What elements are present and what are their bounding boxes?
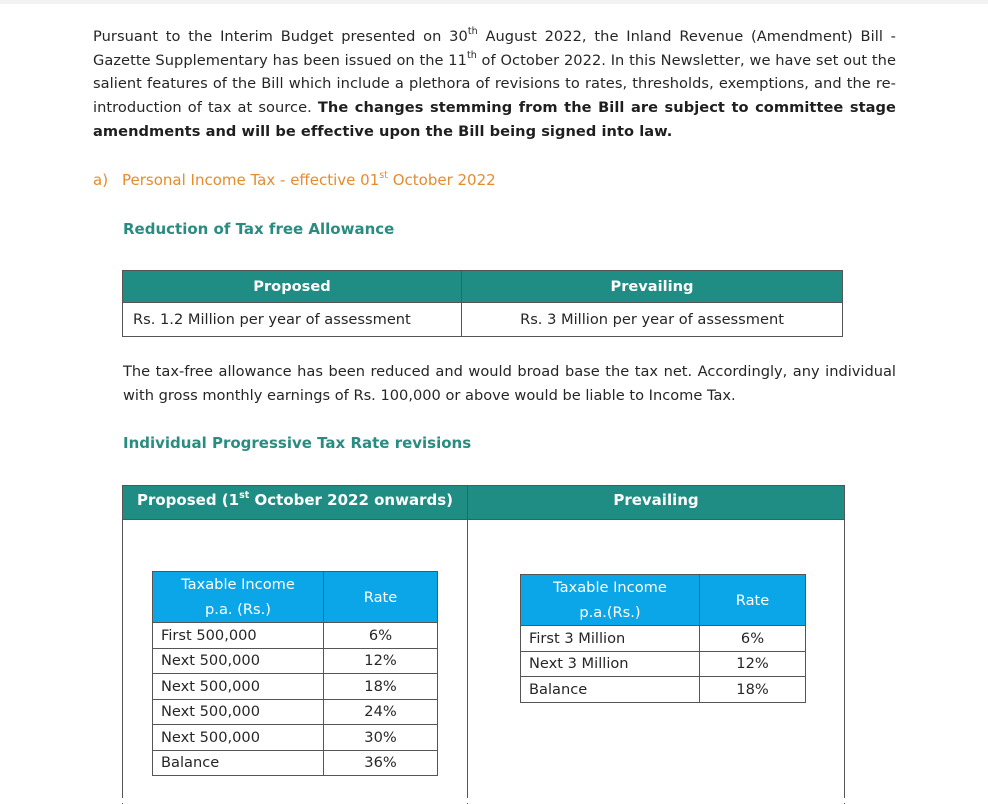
income-band: Next 500,000 bbox=[153, 699, 324, 725]
section-a-title: Personal Income Tax - effective 01 bbox=[122, 171, 380, 189]
proposed-income-header bbox=[153, 572, 324, 623]
prevailing-rate-header: Rate bbox=[700, 575, 806, 626]
proposed-header-end: October 2022 onwards) bbox=[249, 491, 454, 509]
prevailing-rate-table bbox=[520, 574, 806, 703]
proposed-header-sup: st bbox=[239, 490, 250, 501]
proposed-column-header bbox=[123, 486, 467, 519]
intro-text-3: of October 2022. In this Newsletter, we have set out the salient features of the Bill which include a plethora of revisions to rates, thresholds, exemptions, and the re-introduction of tax at source. bbox=[93, 51, 897, 117]
intro-text-2: August 2022, the Inland Revenue (Amendment) Bill - Gazette Supplementary has been issued on the 11 bbox=[93, 28, 896, 69]
prevailing-income-header-line2: p.a.(Rs.) bbox=[579, 604, 641, 621]
prevailing-income-header bbox=[521, 575, 700, 626]
progressive-column-divider bbox=[467, 486, 468, 804]
proposed-income-header-line1: Taxable Income bbox=[181, 576, 295, 593]
table-row bbox=[521, 626, 806, 652]
prevailing-column-header: Prevailing bbox=[613, 491, 699, 509]
proposed-income-header-line2: p.a. (Rs.) bbox=[205, 601, 271, 618]
progressive-heading: Individual Progressive Tax Rate revisions bbox=[123, 434, 472, 452]
proposed-rate-table bbox=[152, 571, 438, 776]
intro-text-1: Pursuant to the Interim Budget presented on 30 bbox=[93, 28, 468, 45]
page-bottom-crop bbox=[0, 798, 988, 803]
prevailing-rate-table-header bbox=[521, 575, 806, 626]
allowance-prevailing-value: Rs. 3 Million per year of assessment bbox=[462, 303, 843, 337]
proposed-rate-header: Rate bbox=[324, 572, 438, 623]
rate-value: 24% bbox=[324, 699, 438, 725]
table-row bbox=[153, 623, 438, 649]
prevailing-income-header-line1: Taxable Income bbox=[553, 579, 667, 596]
table-row bbox=[153, 648, 438, 674]
proposed-header-text: Proposed (1 bbox=[136, 491, 240, 509]
allowance-table bbox=[122, 270, 843, 337]
intro-bold-text: The changes stemming from the Bill are subject to committee stage amendments and will be effective upon the Bill being signed into law. bbox=[93, 99, 896, 140]
intro-sup-2: th bbox=[466, 49, 477, 61]
rate-value: 18% bbox=[700, 677, 806, 703]
rate-value: 12% bbox=[700, 651, 806, 677]
income-band: Balance bbox=[521, 677, 700, 703]
table-row bbox=[521, 677, 806, 703]
intro-sup-1: th bbox=[467, 26, 478, 38]
table-row bbox=[153, 699, 438, 725]
table-row bbox=[153, 750, 438, 776]
rate-value: 6% bbox=[324, 623, 438, 649]
allowance-note: The tax-free allowance has been reduced and would broad base the tax net. Accordingly, any individual with gross monthly earnings of Rs. 100,000 or above would be liable to Income Tax. bbox=[123, 363, 896, 404]
top-rule bbox=[0, 0, 988, 4]
income-band: Next 3 Million bbox=[521, 651, 700, 677]
rate-value: 6% bbox=[700, 626, 806, 652]
allowance-table-row bbox=[123, 303, 843, 337]
table-row bbox=[521, 651, 806, 677]
table-row bbox=[153, 674, 438, 700]
income-band: Next 500,000 bbox=[153, 674, 324, 700]
section-a-heading bbox=[93, 171, 496, 189]
intro-paragraph bbox=[93, 25, 896, 144]
income-band: Next 500,000 bbox=[153, 648, 324, 674]
rate-value: 12% bbox=[324, 648, 438, 674]
section-a-marker: a) bbox=[93, 171, 109, 189]
allowance-header-prevailing: Prevailing bbox=[462, 271, 843, 303]
income-band: Next 500,000 bbox=[153, 725, 324, 751]
proposed-rate-table-header bbox=[153, 572, 438, 623]
allowance-heading: Reduction of Tax free Allowance bbox=[123, 220, 395, 238]
income-band: First 3 Million bbox=[521, 626, 700, 652]
allowance-proposed-value: Rs. 1.2 Million per year of assessment bbox=[123, 303, 462, 337]
allowance-table-header bbox=[123, 271, 843, 303]
rate-value: 18% bbox=[324, 674, 438, 700]
table-row bbox=[153, 725, 438, 751]
rate-value: 30% bbox=[324, 725, 438, 751]
section-a-title-sup: st bbox=[379, 170, 388, 181]
income-band: First 500,000 bbox=[153, 623, 324, 649]
income-band: Balance bbox=[153, 750, 324, 776]
rate-value: 36% bbox=[324, 750, 438, 776]
allowance-header-proposed: Proposed bbox=[123, 271, 462, 303]
section-a-title-end: October 2022 bbox=[387, 171, 496, 189]
